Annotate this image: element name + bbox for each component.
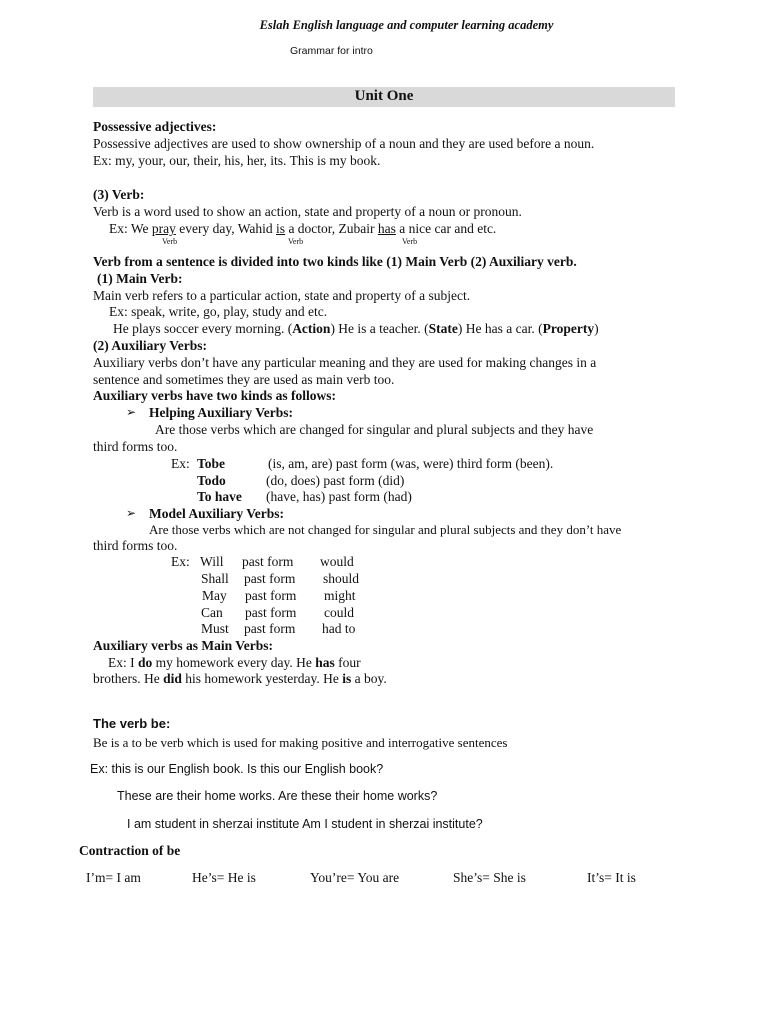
contraction-item: I’m= I am [86, 870, 141, 885]
sentence-text: my homework every day. He [152, 655, 316, 670]
model-definition-line1: Are those verbs which are not changed for singular and plural subjects and they don’t have [149, 522, 622, 537]
model-verb: Shall [201, 571, 229, 586]
model-verb: May [202, 588, 227, 603]
example-label: Ex: [171, 456, 190, 471]
aux-main-heading: Auxiliary verbs as Main Verbs: [93, 638, 274, 653]
contraction-item: He’s= He is [192, 870, 256, 885]
verb-word-has: has [377, 221, 396, 236]
auxiliary-kinds-heading: Auxiliary verbs have two kinds as follows: [93, 388, 337, 403]
verb-word-is: is [276, 221, 286, 236]
example-label: Ex: [171, 554, 190, 569]
helping-verb: To have [197, 489, 242, 504]
label-property: Property [542, 321, 595, 336]
model-past-form: should [323, 571, 360, 586]
auxiliary-heading: (2) Auxiliary Verbs: [93, 338, 208, 353]
verb-definition: Verb is a word used to show an action, state and property of a noun or pronoun. [93, 204, 522, 219]
document-subtitle: Grammar for intro [290, 45, 373, 57]
aux-word-is: is [342, 671, 352, 686]
aux-word-did: did [163, 671, 182, 686]
contraction-heading: Contraction of be [79, 843, 181, 858]
model-past-form: might [324, 588, 356, 603]
main-verb-sentences [113, 321, 599, 337]
auxiliary-definition-line2: sentence and sometimes they are used as main verb too. [93, 372, 395, 387]
model-verb: Will [200, 554, 224, 569]
sentence-text: Ex: I [108, 655, 138, 670]
sentence-text: ) He has a car. ( [457, 321, 543, 336]
label-state: State [428, 321, 458, 336]
helping-heading: Helping Auxiliary Verbs: [149, 405, 294, 420]
verb-be-definition: Be is a to be verb which is used for making positive and interrogative sentences [93, 735, 508, 750]
verb-example [109, 221, 496, 237]
possessive-definition: Possessive adjectives are used to show ownership of a noun and they are used before a noun. [93, 136, 595, 151]
verb-example-text: a nice car and etc. [395, 221, 497, 236]
model-past-label: past form [245, 605, 297, 620]
verb-be-example2: These are their home works. Are these their home works? [117, 789, 438, 803]
sentence-text: four [334, 655, 361, 670]
verb-example-text: a doctor, Zubair [285, 221, 378, 236]
aux-main-example-line2 [93, 671, 387, 687]
model-past-label: past form [245, 588, 297, 603]
verb-mark: Verb [402, 237, 418, 246]
arrow-bullet-icon: ➢ [126, 506, 137, 520]
aux-main-example-line1 [108, 655, 361, 671]
model-past-form: could [324, 605, 354, 620]
verb-be-example3: I am student in sherzai institute Am I student in sherzai institute? [127, 817, 483, 831]
model-heading: Model Auxiliary Verbs: [149, 506, 285, 521]
contraction-item: She’s= She is [453, 870, 526, 885]
model-past-form: had to [322, 621, 356, 636]
verb-word-pray: pray [151, 221, 176, 236]
helping-forms: (do, does) past form (did) [266, 473, 405, 488]
possessive-heading: Possessive adjectives: [93, 119, 217, 134]
model-past-label: past form [244, 571, 296, 586]
academy-title: Eslah English language and computer learning academy [259, 18, 554, 32]
aux-word-do: do [138, 655, 153, 670]
auxiliary-definition-line1: Auxiliary verbs don’t have any particular meaning and they are used for making changes in a [93, 355, 597, 370]
sentence-text: a boy. [351, 671, 387, 686]
main-verb-definition: Main verb refers to a particular action, state and property of a subject. [93, 288, 471, 303]
aux-word-has: has [315, 655, 335, 670]
sentence-text: He plays soccer every morning. ( [113, 321, 293, 336]
sentence-text: ) He is a teacher. ( [330, 321, 429, 336]
main-verb-heading: (1) Main Verb: [97, 271, 183, 286]
contraction-item: You’re= You are [310, 870, 400, 885]
contraction-item: It’s= It is [587, 870, 636, 885]
model-past-label: past form [244, 621, 296, 636]
sentence-text: his homework yesterday. He [181, 671, 343, 686]
helping-forms: (is, am, are) past form (was, were) third form (been). [268, 456, 554, 471]
label-action: Action [292, 321, 331, 336]
verb-example-text: Ex: We [109, 221, 152, 236]
unit-title: Unit One [354, 88, 414, 104]
helping-forms: (have, has) past form (had) [266, 489, 412, 504]
verb-mark: Verb [288, 237, 304, 246]
model-verb: Must [201, 621, 229, 636]
sentence-text: brothers. He [93, 671, 164, 686]
model-past-label: past form [242, 554, 294, 569]
helping-verb: Todo [197, 473, 226, 488]
verb-example-text: every day, Wahid [175, 221, 277, 236]
model-verb: Can [201, 605, 223, 620]
possessive-example: Ex: my, your, our, their, his, her, its. This is my book. [93, 153, 381, 168]
verb-heading: (3) Verb: [93, 187, 145, 202]
arrow-bullet-icon: ➢ [126, 405, 137, 419]
verb-be-example1: Ex: this is our English book. Is this our English book? [90, 762, 384, 776]
model-definition-line2: third forms too. [93, 538, 178, 553]
verb-kinds-heading: Verb from a sentence is divided into two kinds like (1) Main Verb (2) Auxiliary verb. [93, 254, 577, 269]
model-past-form: would [320, 554, 354, 569]
helping-definition-line2: third forms too. [93, 439, 178, 454]
helping-definition-line1: Are those verbs which are changed for singular and plural subjects and they have [155, 422, 594, 437]
helping-verb: Tobe [197, 456, 226, 471]
verb-mark: Verb [162, 237, 178, 246]
verb-be-heading: The verb be: [93, 716, 171, 731]
sentence-text: ) [594, 321, 599, 336]
main-verb-example: Ex: speak, write, go, play, study and etc. [109, 304, 328, 319]
